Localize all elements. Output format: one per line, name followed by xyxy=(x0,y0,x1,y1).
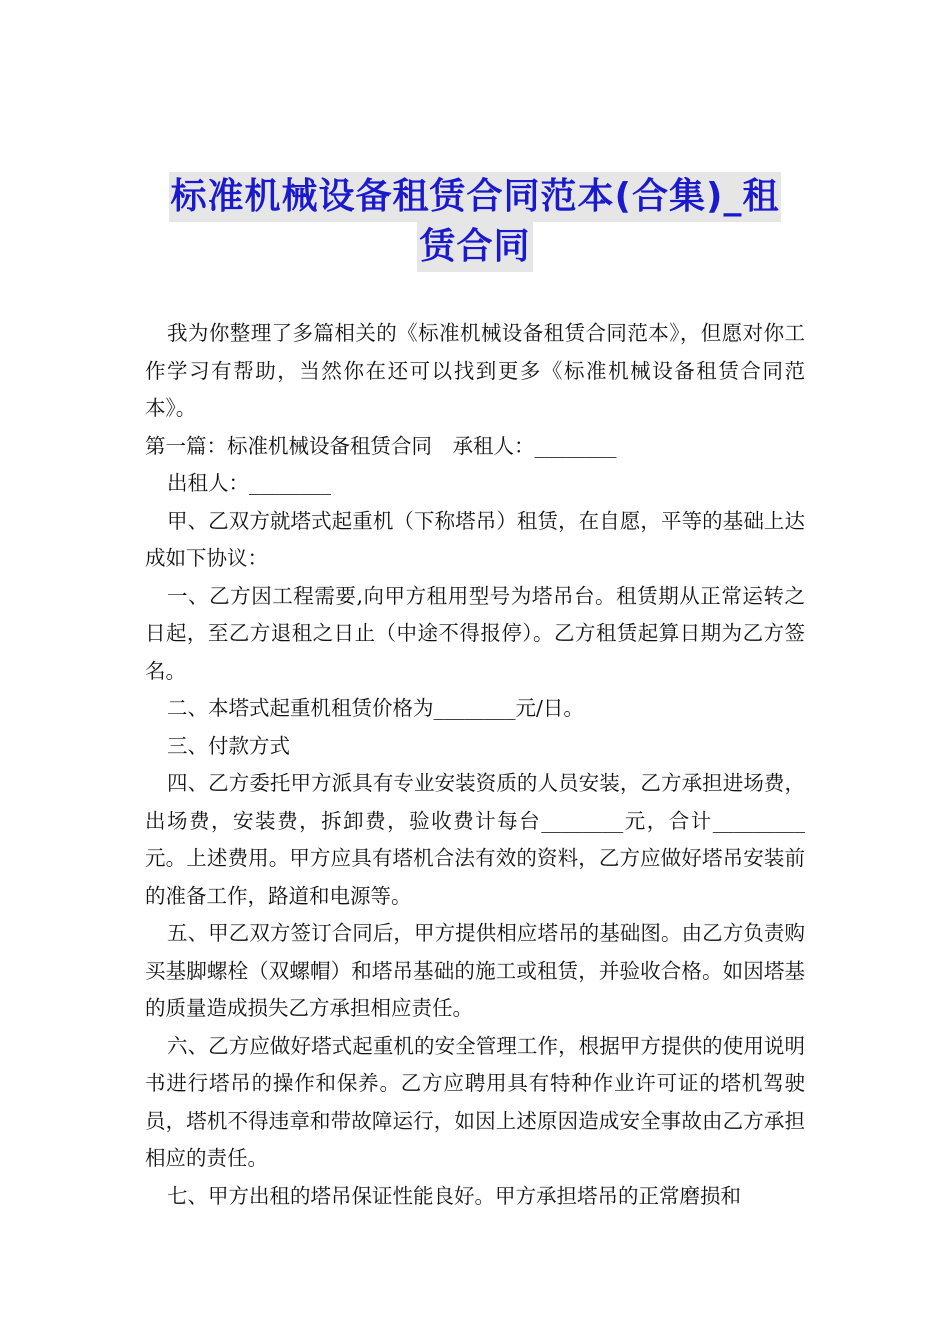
title-line-1: 标准机械设备租赁合同范本(合集)_租 xyxy=(169,172,782,222)
document-body xyxy=(145,315,805,1215)
paragraph-section-heading: 第一篇：标准机械设备租赁合同 承租人：________ xyxy=(145,433,617,458)
paragraph-clause-3: 三、付款方式 xyxy=(167,733,290,758)
paragraph-clause-1: 一、乙方因工程需要,向甲方租用型号为塔吊台。租赁期从正常运转之日起，至乙方退租之日止（中途不得报停）。乙方租赁起算日期为乙方签名。 xyxy=(145,583,805,683)
paragraph-intro: 我为你整理了多篇相关的《标准机械设备租赁合同范本》，但愿对你工作学习有帮助，当然你在还可以找到更多《标准机械设备租赁合同范本》。 xyxy=(145,321,805,420)
document-title xyxy=(140,172,810,272)
paragraph-clause-5: 五、甲乙双方签订合同后，甲方提供相应塔吊的基础图。由乙方负责购买基脚螺栓（双螺帽）和塔吊基础的施工或租赁，并验收合格。如因塔基的质量造成损失乙方承担相应责任。 xyxy=(145,921,805,1020)
title-line-2: 赁合同 xyxy=(417,222,532,272)
paragraph-clause-2: 二、本塔式起重机租赁价格为________元/日。 xyxy=(167,696,584,720)
paragraph-agreement: 甲、乙双方就塔式起重机（下称塔吊）租赁，在自愿，平等的基础上达成如下协议： xyxy=(145,508,805,570)
paragraph-clause-7: 七、甲方出租的塔吊保证性能良好。甲方承担塔吊的正常磨损和 xyxy=(167,1183,741,1208)
paragraph-clause-4: 四、乙方委托甲方派具有专业安装资质的人员安装，乙方承担进场费，出场费，安装费，拆卸费，验收费计每台________元，合计_________元。上述费用。甲方应具有塔机合法有效的资料，乙方应做好塔吊安装前的准备工作，路道和电源等。 xyxy=(145,771,805,908)
paragraph-lessor: 出租人：________ xyxy=(167,471,331,495)
paragraph-clause-6: 六、乙方应做好塔式起重机的安全管理工作，根据甲方提供的使用说明书进行塔吊的操作和保养。乙方应聘用具有特种作业许可证的塔机驾驶员，塔机不得违章和带故障运行，如因上述原因造成安全事故由乙方承担相应的责任。 xyxy=(145,1033,805,1170)
